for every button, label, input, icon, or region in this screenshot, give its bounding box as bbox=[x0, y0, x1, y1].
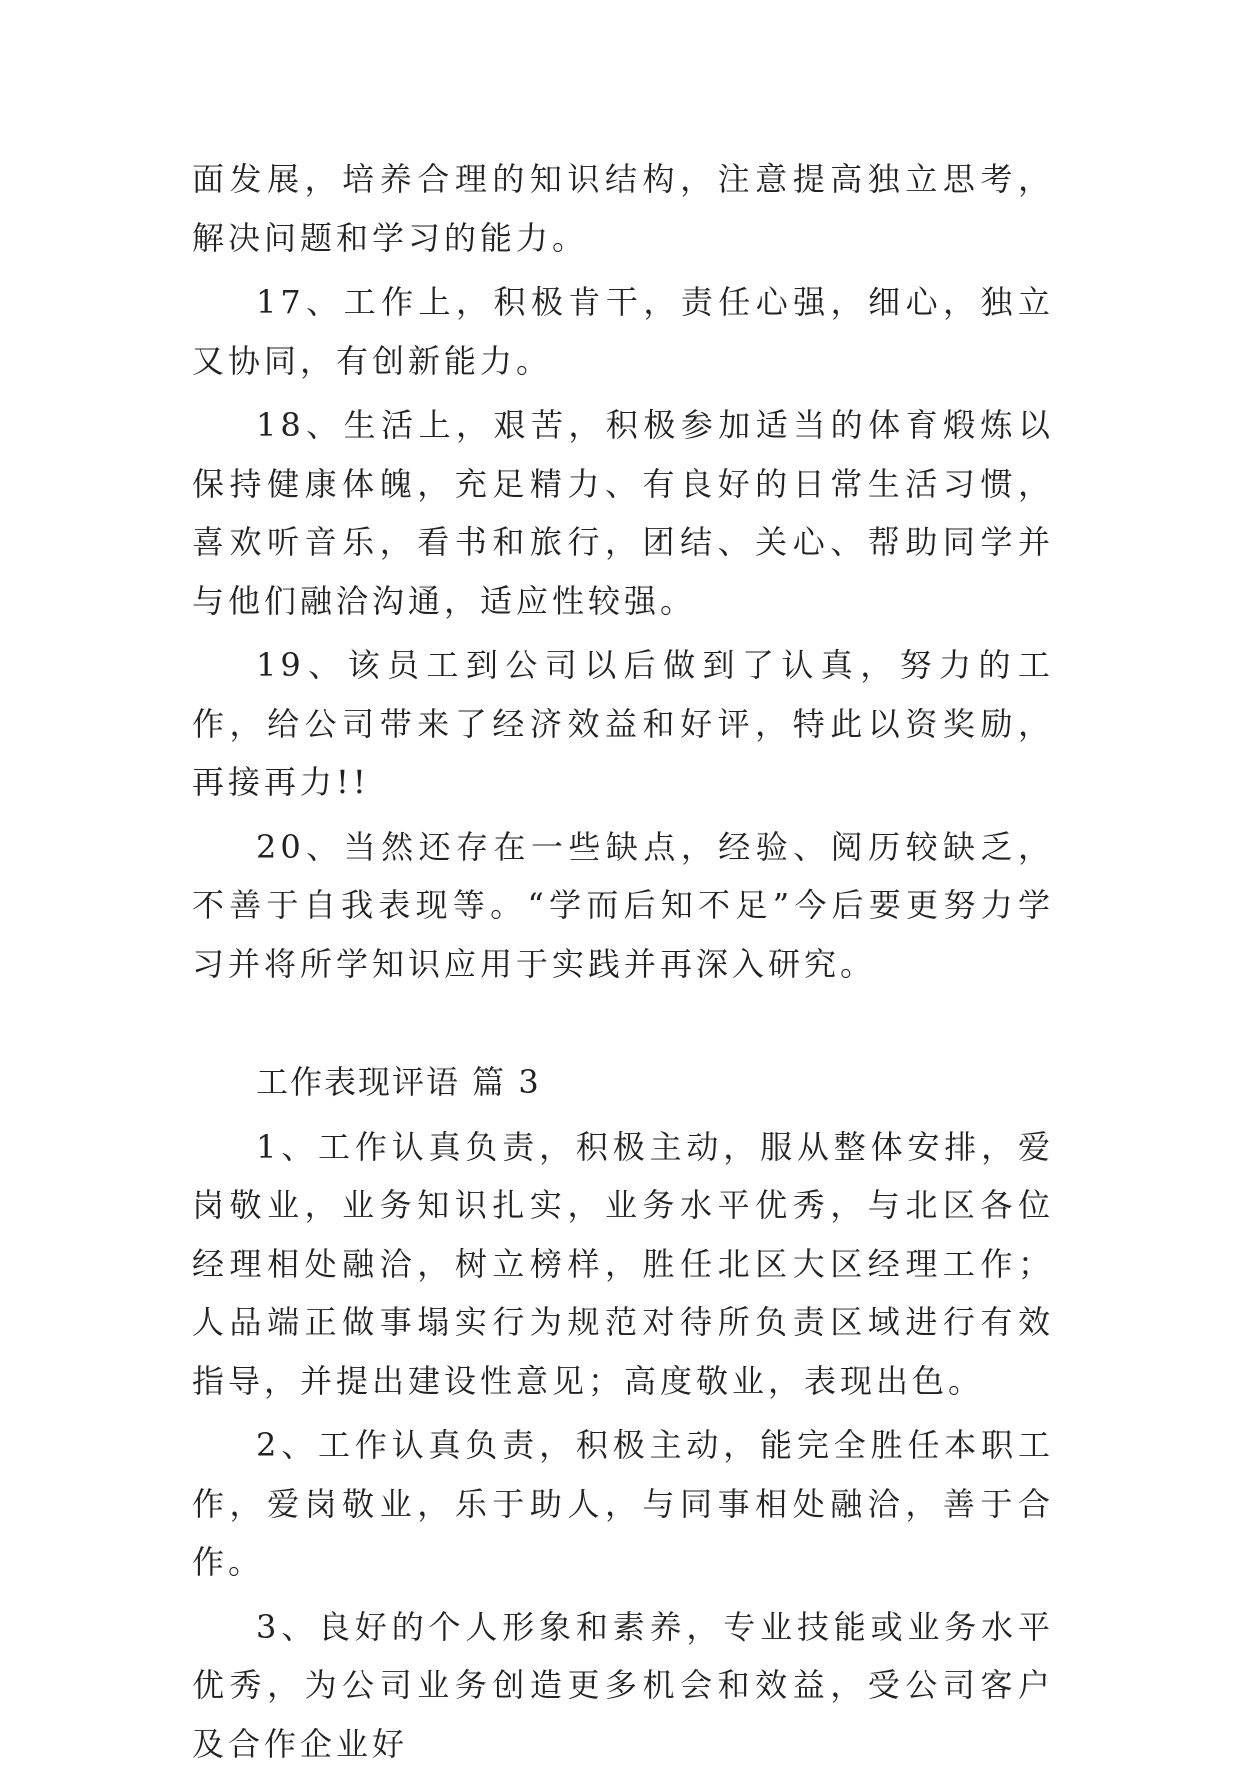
document-body bbox=[192, 150, 1054, 1779]
paragraph-item-20: 20、当然还存在一些缺点，经验、阅历较缺乏，不善于自我表现等。“学而后知不足”今后要更努力学习并将所学知识应用于实践并再深入研究。 bbox=[192, 827, 1054, 983]
paragraph-continuation: 面发展，培养合理的知识结构，注意提高独立思考，解决问题和学习的能力。 bbox=[192, 160, 1054, 257]
paragraph-item-18: 18、生活上，艰苦，积极参加适当的体育煅炼以保持健康体魄，充足精力、有良好的日常生活习惯，喜欢听音乐，看书和旅行，团结、关心、帮助同学并与他们融洽沟通，适应性较强。 bbox=[192, 406, 1054, 620]
paragraph-item-3: 3、良好的个人形象和素养，专业技能或业务水平优秀，为公司业务创造更多机会和效益，受公司客户及合作企业好 bbox=[192, 1607, 1054, 1763]
paragraph-item-1: 1、工作认真负责，积极主动，服从整体安排，爱岗敬业，业务知识扎实，业务水平优秀，与北区各位经理相处融洽，树立榜样，胜任北区大区经理工作；人品端正做事塌实行为规范对待所负责区域进行有效指导，并提出建设性意见；高度敬业，表现出色。 bbox=[192, 1127, 1054, 1400]
section-heading: 工作表现评语 篇 3 bbox=[256, 1063, 541, 1101]
paragraph-item-19: 19、该员工到公司以后做到了认真，努力的工作，给公司带来了经济效益和好评，特此以资奖励，再接再力!! bbox=[192, 646, 1054, 801]
paragraph-item-17: 17、工作上，积极肯干，责任心强，细心，独立又协同，有创新能力。 bbox=[192, 283, 1054, 380]
paragraph-item-2: 2、工作认真负责，积极主动，能完全胜任本职工作，爱岗敬业，乐于助人，与同事相处融洽，善于合作。 bbox=[192, 1426, 1054, 1581]
